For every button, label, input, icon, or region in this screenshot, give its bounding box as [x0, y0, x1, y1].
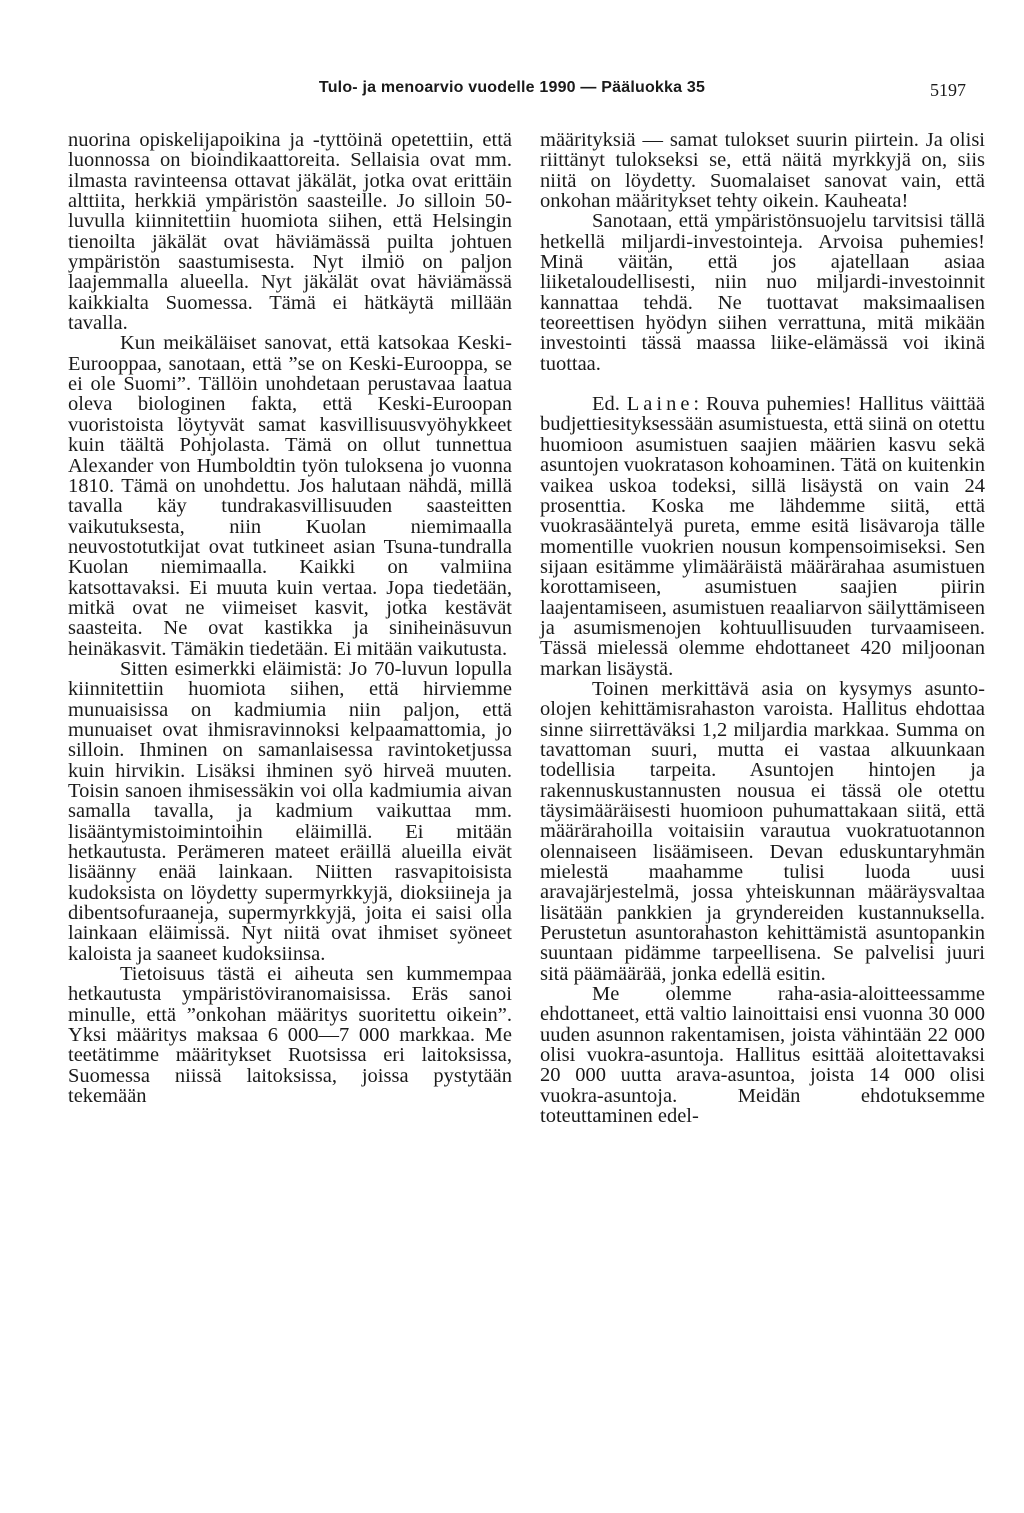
- speaker-prefix: Ed.: [592, 393, 627, 416]
- page-header: [0, 76, 1024, 100]
- paragraph: nuorina opiskelijapoikina ja -tyttöinä opetettiin, että luonnossa on bioindikaattoreita. Sellaisia ovat mm. ilmasta ravinteensa ottavat jäkälät, jotka ovat erittäin alttiita, herkkiä ympäristön saasteille. Jo silloin 50-luvulla kiinnitettiin huomiota siihen, että Helsingin tienoilta jäkälät ovat häviämässä puilta johtuen ympäristön saastumisesta. Nyt ilmiö on paljon laajemmalla alueella. Nyt jäkälät ovat häviämässä kaikkialta Suomessa. Tämä ei hätkäytä millään tavalla.: [68, 129, 512, 335]
- page-number: 5197: [930, 80, 966, 100]
- paragraph: Toinen merkittävä asia on kysymys asunto-olojen kehittämisrahaston varoista. Hallitus ehdottaa sinne siirrettäväksi 1,2 miljardia markkaa. Summa on tavattoman suuri, mutta ei vastaa alkuunkaan todellisia tarpeita. Asuntojen hintojen ja rakennuskustannusten nousua ei tässä ole otettu täysimääräisesti huomioon puhumattakaan siitä, että määrärahoilla voitaisiin varautua vuokratuotannon olennaiseen lisäämiseen. Devan eduskuntaryhmän mielestä maahamme tulisi luoda uusi aravajärjestelmä, jossa yhteiskunnan määräysvaltaa lisätään pankkien ja gryndereiden kustannuksella. Perustetun asuntorahaston kehittämistä asuntopankin suuntaan pidämme tarpeellisena. Se palvelisi juuri sitä päämäärää, jonka edellä esitin.: [540, 677, 985, 985]
- left-column: [68, 130, 512, 1107]
- paragraph: määrityksiä — samat tulokset suurin piirtein. Ja olisi riittänyt tulokseksi se, että näitä myrkkyjä on, siis niitä on löydetty. Suomalaiset sanovat vain, että onkohan määritykset tehty oikein. Kauheata!: [540, 129, 985, 213]
- paragraph: Tietoisuus tästä ei aiheuta sen kummempaa hetkautusta ympäristöviranomaisissa. Eräs sanoi minulle, että ”onkohan määritys suoritettu oikein”. Yksi määritys maksaa 6 000—7 000 markkaa. Me teetätimme määritykset Ruotsissa eri laitoksissa, Suomessa niissä laitoksissa, joissa pystytään tekemään: [68, 963, 512, 1108]
- speech-paragraph: [540, 394, 985, 679]
- paragraph: Sitten esimerkki eläimistä: Jo 70-luvun lopulla kiinnitettiin huomiota siihen, että hirviemme munuaisissa on kadmiumia niin paljon, että munuaiset ovat ihmisravinnoksi kelpaamattomia, jo silloin. Ihminen on samanlaisessa ravintoketjussa kuin hirvikin. Lisäksi ihminen syö hirveä muuten. Toisin sanoen ihmisessäkin voi olla kadmiumia aivan samalla tavalla, ja kadmium vaikuttaa mm. lisääntymistoimintoihin eläimillä. Ei mitään hetkautusta. Perämeren mateet eräillä alueilla eivät lisäänny enää lainkaan. Niitten rasvapitoisista kudoksista on löydetty supermyrkkyjä, dioksiineja ja dibentsofuraaneja, supermyrkkyjä, joita ei saisi olla lainkaan eläimissä. Nyt niitä ovat ihmiset syöneet kaloista ja saaneet kudoksiinsa.: [68, 657, 512, 965]
- paragraph: Me olemme raha-asia-aloitteessamme ehdottaneet, että valtio lainoittaisi ensi vuonna 30 000 uuden asunnon rakentamisen, joista vähintään 22 000 olisi vuokra-asuntoja. Hallitus esittää aloitettavaksi 20 000 uutta arava-asuntoa, joista 14 000 olisi vuokra-asuntoja. Meidän ehdotuksemme toteuttaminen edel-: [540, 983, 985, 1128]
- speaker-name: Laine: [626, 393, 694, 416]
- speech-text: : Rouva puhemies! Hallitus väittää budjettiesityksessään asumistuesta, että siinä on otettu huomioon asumistuen saajien määrien kasvu sekä asuntojen vuokratason kohoaminen. Tätä on kuitenkin vaikea uskoa todeksi, sillä lisäystä on vain 24 prosenttia. Koska me lähdemme siitä, että vuokrasääntelyä pureta, emme esitä lisävaroja tälle momentille vuokrien nousun kompensoimiseksi. Sen sijaan esitämme ylimääräistä määrärahaa asumistuen korottamiseen, asumistuen saajien piirin laajentamiseen, asumistuen reaaliarvon säilyttämiseen ja asumismenojen kohtuullisuuden turvaamiseen. Tässä mielessä olemme ehdottaneet 420 miljoonan markan lisäystä.: [540, 393, 985, 680]
- right-column: [540, 130, 985, 1127]
- running-title: Tulo- ja menoarvio vuodelle 1990 — Pääluokka 35: [318, 79, 706, 96]
- paragraph: Sanotaan, että ympäristönsuojelu tarvitsisi tällä hetkellä miljardi-investointeja. Arvoisa puhemies! Minä väitän, että jos ajatellaan asiaa liiketaloudellisesti, niin nuo miljardi-investoinnit kannattaa tehdä. Ne tuottavat maksimaalisen teoreettisen hyödyn siihen verrattuna, mitä mikään investointi tässä maassa liike-elämässä voi ikinä tuottaa.: [540, 210, 985, 375]
- paragraph: Kun meikäläiset sanovat, että katsokaa Keski-Eurooppaa, sanotaan, että ”se on Keski-Eurooppa, se ei ole Suomi”. Tällöin unohdetaan perustavaa laatua oleva biologinen fakta, että Keski-Euroopan vuoristoista löytyvät samat kasvillisuusvyöhykkeet kuin täältä Pohjolasta. Tämä on ollut tunnettua Alexander von Humboldtin työn tuloksena jo vuonna 1810. Tämä on unohdettu. Jos halutaan nähdä, millä tavalla käy tundrakasvillisuuden saasteitten vaikutuksesta, niin Kuolan niemimaalla neuvostotutkijat ovat tutkineet asian Tsuna-tundralla Kuolan niemimaalla. Kaikki on valmiina katsottavaksi. Ei muuta kuin vertaa. Jopa tiedetään, mitkä ovat ne viimeiset kasvit, jotka kestävät saasteita. Ne ovat kastikka ja siniheinäsuvun heinäkasvit. Tämäkin tiedetään. Ei mitään vaikutusta.: [68, 332, 512, 660]
